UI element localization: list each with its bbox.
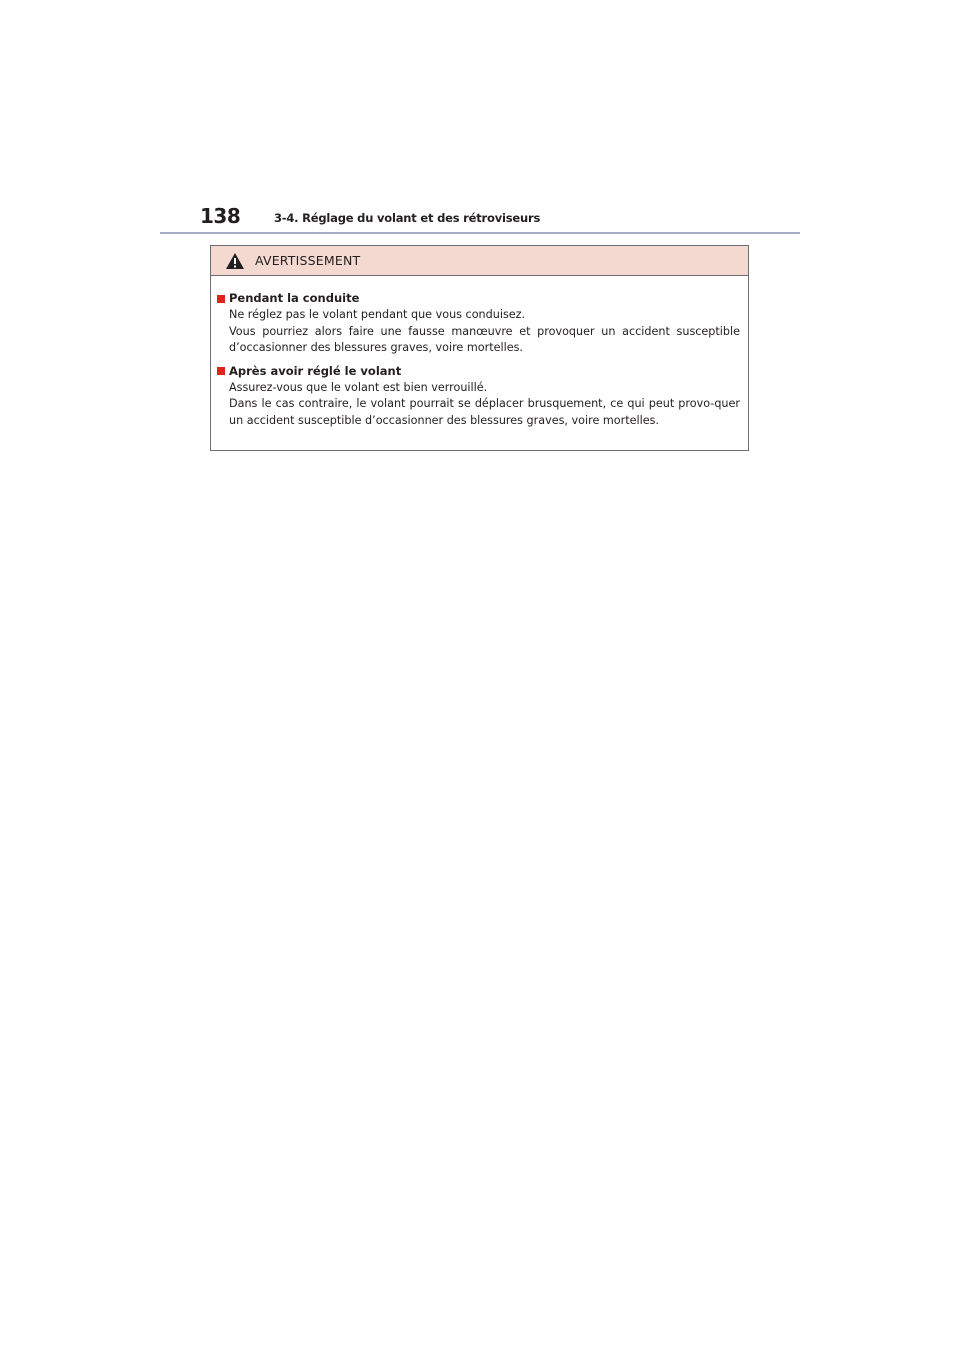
warning-item-heading xyxy=(217,363,740,380)
warning-item-line: Dans le cas contraire, le volant pourrait se déplacer brusquement, ce qui peut provo-quer un accident susceptible d’occasionner des blessures graves, voire mortelles. xyxy=(229,397,740,427)
warning-item-line: Vous pourriez alors faire une fausse manœuvre et provoquer un accident susceptible d’occasionner des blessures graves, voire mortelles. xyxy=(229,324,740,354)
warning-item-line: Assurez-vous que le volant est bien verrouillé. xyxy=(229,380,488,394)
warning-item xyxy=(217,290,740,357)
header-divider xyxy=(160,232,800,234)
warning-body xyxy=(211,276,748,429)
warning-header xyxy=(211,246,748,276)
bullet-square-icon xyxy=(217,367,225,375)
warning-item-line: Ne réglez pas le volant pendant que vous conduisez. xyxy=(229,308,526,321)
page-number: 138 xyxy=(200,204,241,228)
warning-item-text xyxy=(217,380,740,430)
bullet-square-icon xyxy=(217,295,225,303)
warning-item-text xyxy=(217,307,740,357)
warning-title: AVERTISSEMENT xyxy=(255,253,361,268)
section-title: 3-4. Réglage du volant et des rétroviseurs xyxy=(274,211,541,225)
warning-item xyxy=(217,363,740,430)
warning-item-heading xyxy=(217,290,740,307)
warning-item-heading-text: Pendant la conduite xyxy=(229,291,360,305)
page-header xyxy=(160,202,800,234)
warning-item-heading-text: Après avoir réglé le volant xyxy=(229,363,402,378)
warning-box xyxy=(210,245,749,451)
warning-triangle-icon xyxy=(225,252,255,270)
